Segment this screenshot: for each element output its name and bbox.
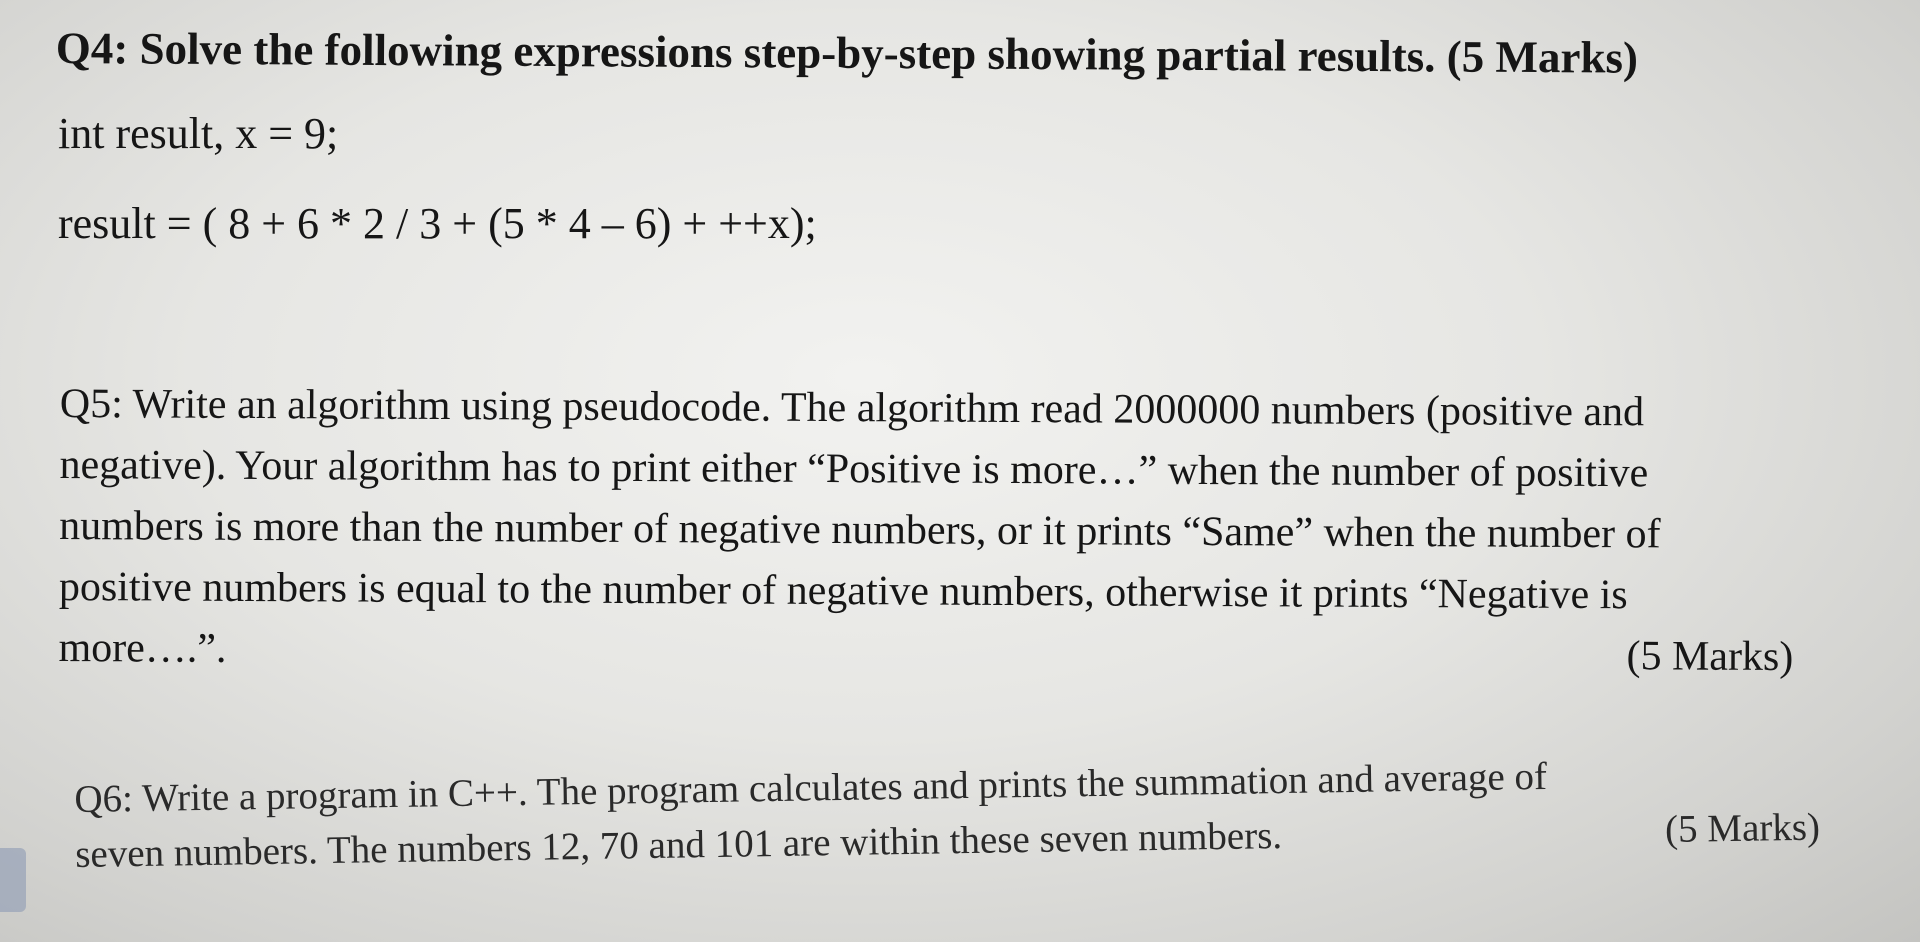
q6-marks: (5 Marks) bbox=[1664, 805, 1821, 852]
q4-expression-line: result = ( 8 + 6 * 2 / 3 + (5 * 4 – 6) + ++x); bbox=[58, 199, 817, 248]
q5-line-1: Q5: Write an algorithm using pseudocode. The algorithm read 2000000 numbers (positive and bbox=[59, 380, 1645, 436]
screen-edge-tab bbox=[0, 848, 26, 912]
q4-declaration-line: int result, x = 9; bbox=[58, 109, 339, 158]
q6-line-2: seven numbers. The numbers 12, 70 and 101 are within these seven numbers. bbox=[74, 814, 1283, 876]
q5-line-3: numbers is more than the number of negative numbers, or it prints “Same” when the number of bbox=[59, 502, 1661, 558]
q6-line-1: Q6: Write a program in C++. The program calculates and prints the summation and average of bbox=[74, 754, 1548, 821]
q4-heading: Q4: Solve the following expressions step-by-step showing partial results. (5 Marks) bbox=[55, 22, 1639, 83]
q5-question bbox=[58, 374, 1860, 688]
q5-line-2: negative). Your algorithm has to print either “Positive is more…” when the number of positive bbox=[59, 441, 1649, 497]
q5-marks: (5 Marks) bbox=[1626, 633, 1794, 681]
q5-line-4: positive numbers is equal to the number of negative numbers, otherwise it prints “Negative is bbox=[58, 563, 1628, 619]
q6-question bbox=[74, 744, 1876, 882]
q5-last-line bbox=[58, 618, 1858, 688]
q5-line-5: more….”. bbox=[58, 624, 227, 672]
